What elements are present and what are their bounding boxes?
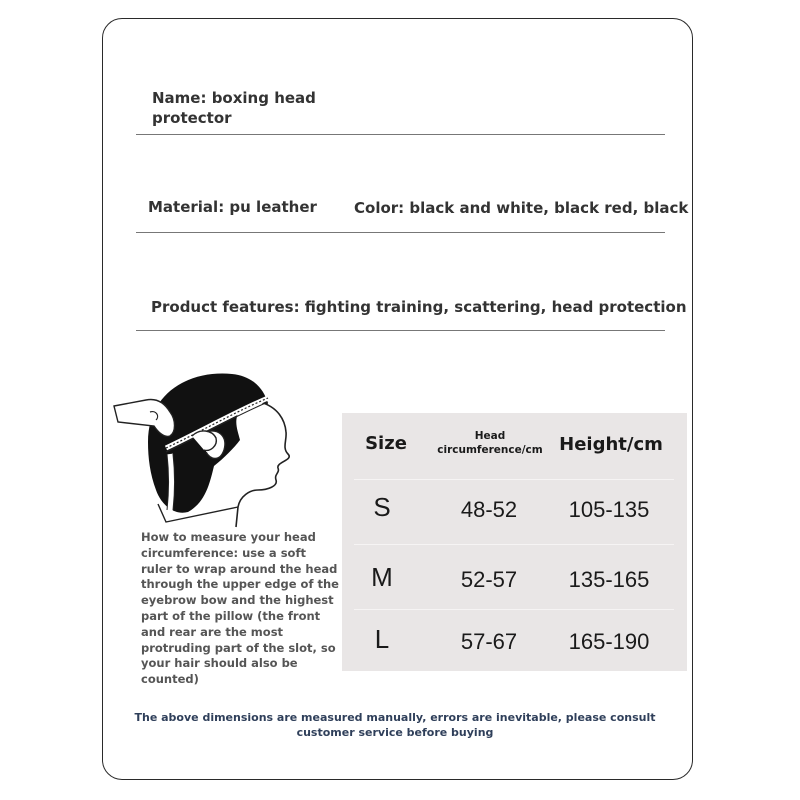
head-measure-icon <box>110 362 310 534</box>
product-name: Name: boxing head protector <box>152 89 316 127</box>
height-s: 105-135 <box>568 497 650 522</box>
row-divider <box>354 479 674 480</box>
material-divider <box>136 232 665 233</box>
name-divider <box>136 134 665 135</box>
circ-s: 48-52 <box>460 497 518 522</box>
row-divider <box>354 609 674 610</box>
height-l: 165-190 <box>568 629 650 654</box>
size-m: M <box>371 562 393 592</box>
product-features: Product features: fighting training, scattering, head protection <box>151 298 687 316</box>
size-l: L <box>374 624 390 654</box>
features-divider <box>136 330 665 331</box>
header-size: Size <box>365 433 407 454</box>
product-color: Color: black and white, black red, black <box>354 199 689 217</box>
circ-l: 57-67 <box>460 629 518 654</box>
row-divider <box>354 544 674 545</box>
footer-disclaimer: The above dimensions are measured manually, errors are inevitable, please consult customer service before buying <box>134 711 656 739</box>
header-height: Height/cm <box>559 434 663 455</box>
size-table <box>342 413 687 671</box>
product-material: Material: pu leather <box>148 198 317 216</box>
height-m: 135-165 <box>568 567 650 592</box>
header-circumference: Head circumference/cm <box>437 430 543 456</box>
circ-m: 52-57 <box>460 567 518 592</box>
size-s: S <box>373 492 391 522</box>
measure-instructions: How to measure your head circumference: use a soft ruler to wrap around the head through the upper edge of the eyebrow bow and the highest part of the pillow (the front and rear are the most protruding part of the slot, so your hair should also be counted) <box>141 530 339 687</box>
